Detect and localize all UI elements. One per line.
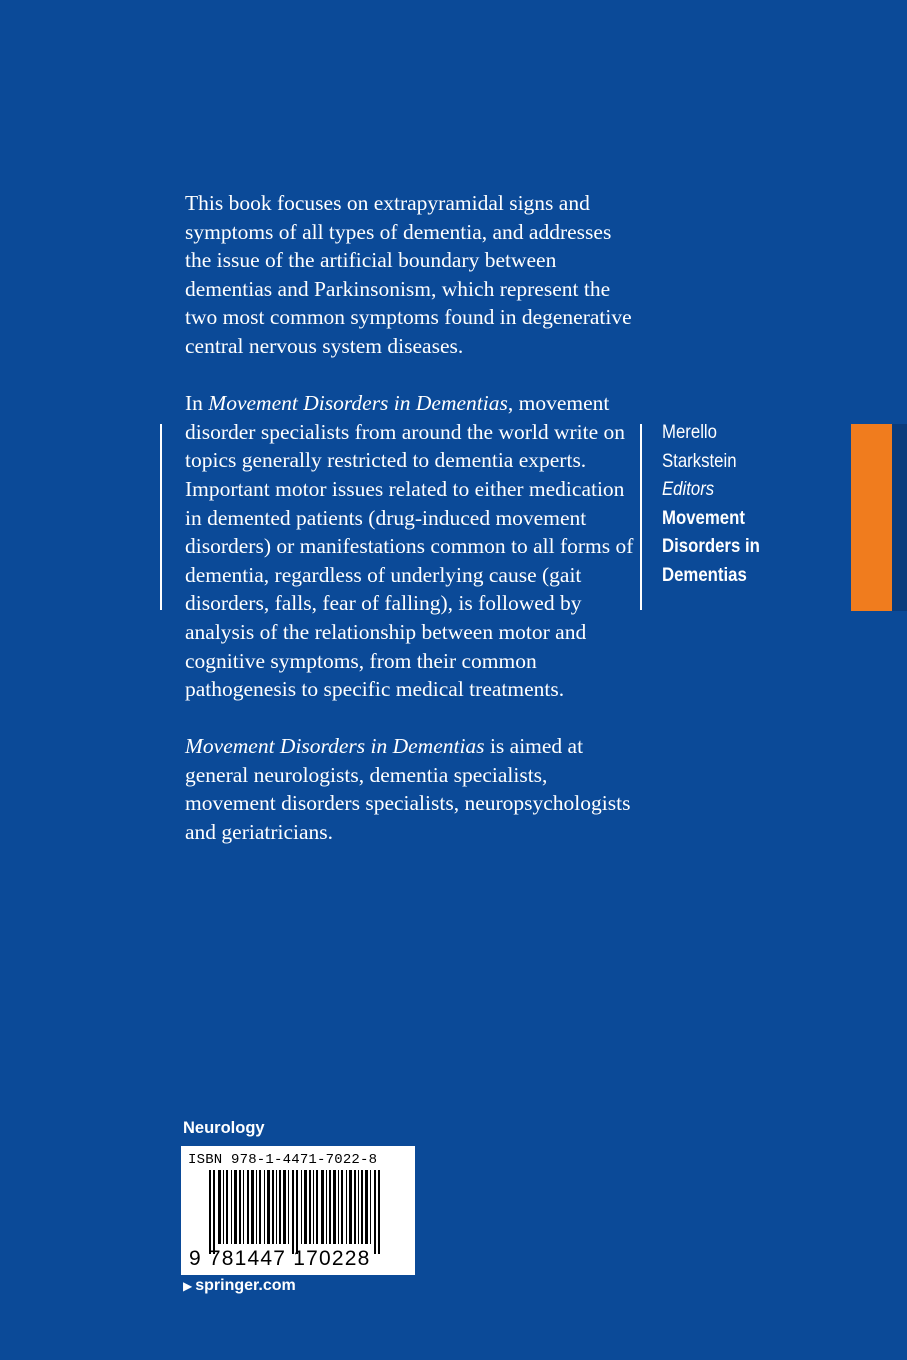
book-title-line-2: Disorders in [662, 535, 760, 558]
editor-name-2: Starkstein [662, 449, 737, 472]
play-arrow-icon: ▶ [183, 1279, 193, 1293]
vertical-rule-right [640, 424, 642, 610]
author-title-block [662, 418, 817, 590]
orange-color-tab [851, 424, 892, 611]
blurb-paragraph-3 [185, 732, 635, 846]
book-title-line-1: Movement [662, 506, 745, 529]
subject-category: Neurology [183, 1119, 265, 1137]
blurb-book-title-italic: Movement Disorders in Dementias [208, 391, 508, 416]
ean-digits: 9 781447 170228 [189, 1247, 371, 1270]
isbn-barcode [181, 1146, 415, 1275]
publisher-url[interactable] [183, 1277, 296, 1295]
editor-name-1: Merello [662, 421, 717, 443]
vertical-rule-left [160, 424, 162, 610]
editors-label: Editors [662, 478, 715, 501]
isbn-number: ISBN 978-1-4471-7022-8 [188, 1152, 378, 1168]
blurb-paragraph-2-body: , movement disorder specialists from around the world write on topics generally restricted to dementia experts. Important motor issues related to either medication in demented patients (drug-induced movement disorders) or manifestations common to all forms of dementia, regardless of underlying cause (gait disorders, falls, fear of falling), is followed by analysis of the relationship between motor and cognitive symptoms, from their common pathogenesis to specific medical treatments. [185, 391, 634, 702]
blurb-paragraph-2-lead: In [185, 391, 209, 416]
blurb-paragraph-1: This book focuses on extrapyramidal signs and symptoms of all types of dementia, and addresses the issue of the artificial boundary between dementias and Parkinsonism, which represent the two most common symptoms found in degenerative central nervous system diseases. [185, 191, 632, 358]
spine-edge [892, 424, 907, 611]
publisher-url-text: springer.com [195, 1277, 296, 1294]
book-title-line-3: Dementias [662, 563, 747, 586]
blurb-paragraph-2 [185, 389, 635, 704]
blurb-paragraph-3-body: is aimed at general neurologists, dementia specialists, movement disorders specialists, neuropsychologists and geriatricians. [185, 734, 631, 845]
blurb [185, 189, 635, 875]
blurb-book-title-italic-2: Movement Disorders in Dementias [185, 734, 485, 759]
